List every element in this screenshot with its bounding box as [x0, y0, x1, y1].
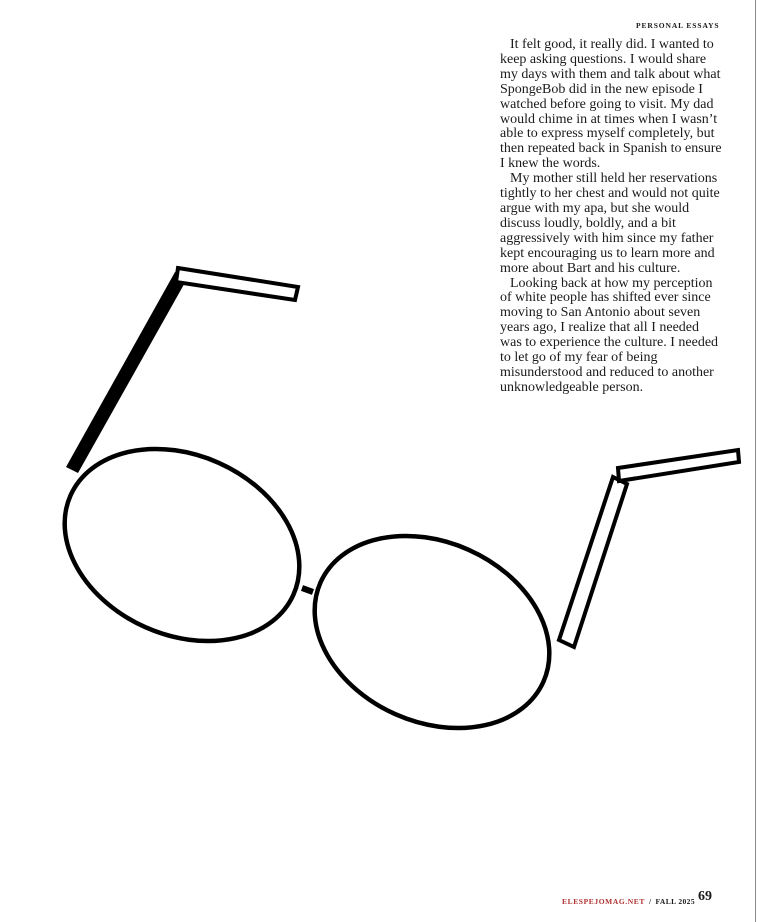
left-temple-hinge: [176, 268, 298, 300]
page-number: 69: [698, 889, 712, 904]
right-temple-arm: [559, 477, 627, 647]
page-footer: [562, 891, 695, 909]
right-temple-hinge: [618, 450, 739, 481]
article-paragraph-2: My mother still held her reservations tightly to her chest and would not quite argue with my apa, but she would discuss loudly, boldly, and a bit aggressively with him since my father kept encouraging us to learn more and more about Bart and his culture.: [500, 171, 720, 276]
left-temple-arm: [66, 272, 187, 473]
right-lens: [284, 500, 580, 764]
footer-separator: /: [648, 897, 652, 906]
footer-issue: FALL 2025: [655, 897, 695, 906]
nose-bridge: [302, 588, 313, 592]
section-label: PERSONAL ESSAYS: [636, 21, 720, 30]
footer-site: ELESPEJOMAG.NET: [562, 897, 645, 906]
article-paragraph-3: Looking back at how my perception of white people has shifted ever since moving to San Antonio about seven years ago, I realize that all I needed was to experience the culture. I needed to let go of my fear of being misunderstood and reduced to another unknowledgeable person.: [500, 275, 719, 395]
article-paragraph-1: It felt good, it really did. I wanted to keep asking questions. I would share my days with them and talk about what SpongeBob did in the new episode I watched before going to visit. My dad would chime in at times when I wasn’t able to express myself completely, but then repeated back in Spanish to ensure I knew the words.: [500, 37, 722, 172]
